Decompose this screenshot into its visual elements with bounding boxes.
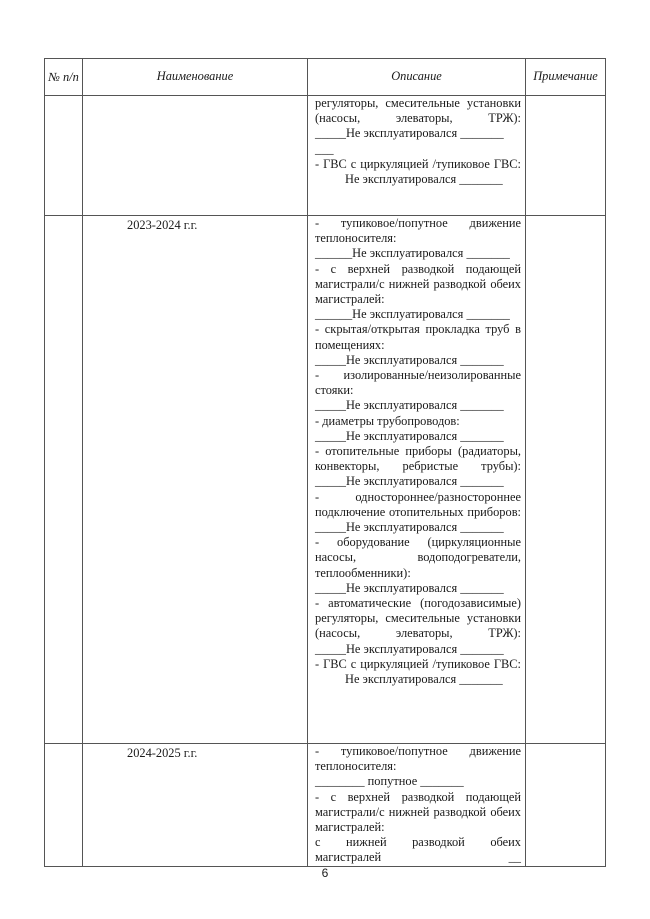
row-name-cell: 2023-2024 г.г. bbox=[83, 216, 308, 744]
description-table bbox=[44, 58, 606, 867]
description-text: - с верхней разводкой подающей магистрали/с нижней разводкой обеих магистралей: bbox=[315, 261, 521, 307]
row-description-cell bbox=[308, 96, 526, 216]
description-text: регуляторы, смесительные установки (насосы, элеваторы, ТРЖ): bbox=[315, 96, 521, 126]
table-row bbox=[45, 744, 606, 867]
description-text: - автоматические (погодозависимые) регуляторы, смесительные установки (насосы, элеваторы, ТРЖ): bbox=[315, 596, 521, 641]
header-note: Примечание bbox=[526, 59, 606, 96]
description-text: - с верхней разводкой подающей магистрали/с нижней разводкой обеих магистралей: bbox=[315, 789, 521, 835]
page-number: 6 bbox=[321, 866, 329, 880]
description-text: - отопительные приборы (радиаторы, конвекторы, ребристые трубы): bbox=[315, 444, 521, 474]
status-line: _____Не эксплуатировался _______ bbox=[315, 126, 504, 141]
row-number-cell bbox=[45, 96, 83, 216]
row-note-cell bbox=[526, 216, 606, 744]
row-name-cell bbox=[83, 96, 308, 216]
header-description: Описание bbox=[308, 59, 526, 96]
row-description-cell bbox=[308, 744, 526, 867]
table-row bbox=[45, 216, 606, 744]
description-text: - ГВС с циркуляцией /тупиковое ГВС: bbox=[315, 656, 521, 671]
status-line: ______Не эксплуатировался _______ bbox=[315, 246, 510, 261]
table-header-row bbox=[45, 59, 606, 96]
description-text: - изолированные/неизолированные стояки: bbox=[315, 368, 521, 398]
row-name-cell: 2024-2025 г.г. bbox=[83, 744, 308, 867]
row-description-cell bbox=[308, 216, 526, 744]
row-number-cell bbox=[45, 216, 83, 744]
header-name: Наименование bbox=[83, 59, 308, 96]
table-row bbox=[45, 96, 606, 216]
status-line: ___ bbox=[315, 141, 334, 156]
status-line: _____Не эксплуатировался _______ bbox=[315, 352, 504, 367]
row-number-cell bbox=[45, 744, 83, 867]
status-line: _____Не эксплуатировался _______ bbox=[315, 428, 504, 443]
status-line: _____Не эксплуатировался _______ bbox=[315, 520, 504, 535]
description-text: - тупиковое/попутное движение теплоносителя: bbox=[315, 216, 521, 246]
status-line: _____Не эксплуатировался _______ bbox=[315, 398, 504, 413]
description-text: - диаметры трубопроводов: bbox=[315, 413, 460, 428]
status-line: Не эксплуатировался _______ bbox=[345, 672, 503, 687]
status-line: ______Не эксплуатировался _______ bbox=[315, 307, 510, 322]
description-text: - тупиковое/попутное движение теплоносителя: bbox=[315, 744, 521, 774]
status-line: Не эксплуатировался _______ bbox=[345, 172, 503, 187]
status-line: ________ попутное _______ bbox=[315, 774, 464, 789]
row-note-cell bbox=[526, 96, 606, 216]
status-line: _____Не эксплуатировался _______ bbox=[315, 580, 504, 595]
header-number: № п/п bbox=[45, 59, 83, 96]
description-text: - оборудование (циркуляционные насосы, водоподогреватели, теплообменники): bbox=[315, 535, 521, 580]
description-text: - скрытая/открытая прокладка труб в помещениях: bbox=[315, 322, 521, 352]
row-note-cell bbox=[526, 744, 606, 867]
description-text: с нижней разводкой обеих магистралей __ bbox=[315, 835, 521, 865]
description-text: - ГВС с циркуляцией /тупиковое ГВС: bbox=[315, 156, 521, 171]
status-line: _____Не эксплуатировался _______ bbox=[315, 474, 504, 489]
description-text: - одностороннее/разностороннее подключение отопительных приборов: bbox=[315, 489, 521, 519]
status-line: _____Не эксплуатировался _______ bbox=[315, 641, 504, 656]
